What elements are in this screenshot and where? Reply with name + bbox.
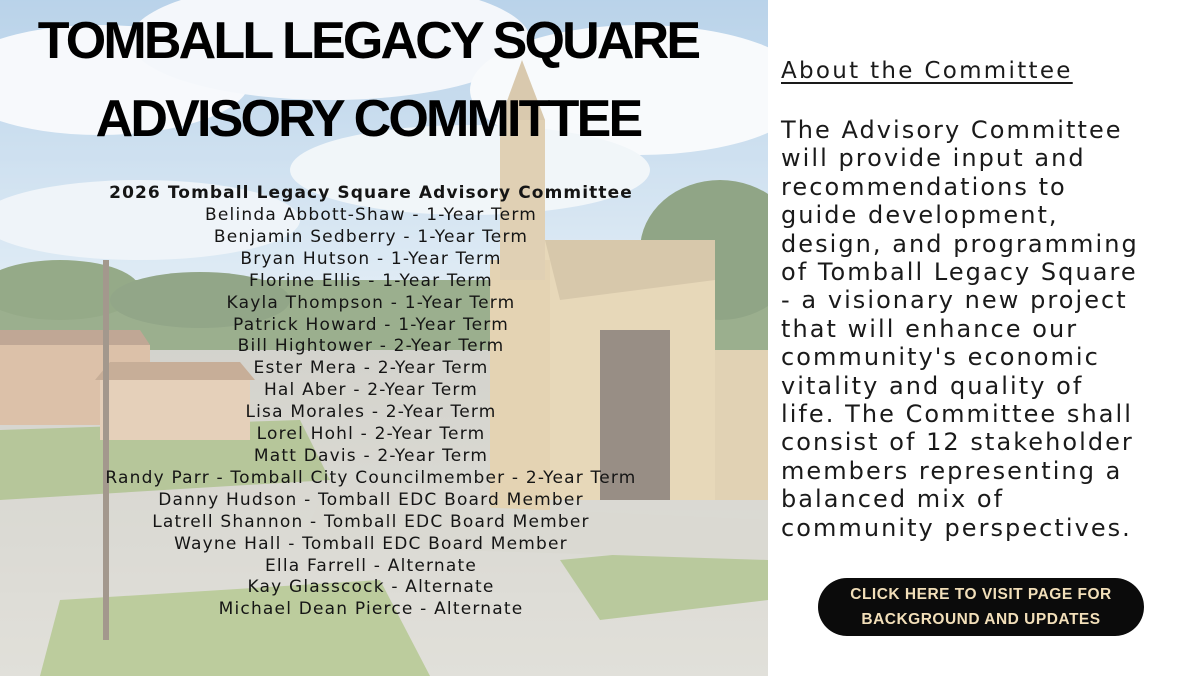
about-line: guide development, xyxy=(781,201,1059,230)
member-item: Florine Ellis - 1-Year Term xyxy=(249,270,493,291)
member-item: Bill Hightower - 2-Year Term xyxy=(237,336,505,357)
member-item: Bryan Hutson - 1-Year Term xyxy=(240,248,502,269)
about-line: design, and programming xyxy=(781,229,1139,258)
about-line: community's economic xyxy=(781,343,1100,372)
about-line: community perspectives. xyxy=(781,513,1132,542)
member-item: Hal Aber - 2-Year Term xyxy=(263,380,479,401)
committee-roster xyxy=(0,181,742,621)
banner-title-line: TOMBALL LEGACY SQUARE xyxy=(37,12,699,70)
member-item: Randy Parr - Tomball City Councilmember - 2-Year Term xyxy=(105,467,637,488)
roster-heading: 2026 Tomball Legacy Square Advisory Committee xyxy=(109,183,633,203)
about-panel xyxy=(768,0,1200,676)
member-item: Kayla Thompson - 1-Year Term xyxy=(226,292,516,313)
member-item: Lorel Hohl - 2-Year Term xyxy=(256,424,486,445)
member-item: Belinda Abbott-Shaw - 1-Year Term xyxy=(205,205,537,225)
about-line: The Advisory Committee xyxy=(781,116,1123,144)
member-item: Latrell Shannon - Tomball EDC Board Member xyxy=(152,511,590,532)
banner-title xyxy=(0,2,736,158)
cta-line: CLICK HERE TO VISIT PAGE FOR xyxy=(850,586,1112,603)
about-line: vitality and quality of xyxy=(781,371,1084,400)
member-item: Wayne Hall - Tomball EDC Board Member xyxy=(174,533,568,554)
member-item: Benjamin Sedberry - 1-Year Term xyxy=(213,226,529,247)
about-line: life. The Committee shall xyxy=(781,400,1133,429)
banner-title-line: ADVISORY COMMITTEE xyxy=(95,90,641,148)
about-line: will provide input and xyxy=(781,144,1086,173)
about-line: consist of 12 stakeholder xyxy=(781,428,1134,457)
member-item: Danny Hudson - Tomball EDC Board Member xyxy=(158,489,584,510)
member-item: Ester Mera - 2-Year Term xyxy=(253,358,489,379)
about-line: - a visionary new project xyxy=(781,286,1128,315)
member-item: Michael Dean Pierce - Alternate xyxy=(218,599,524,620)
about-heading: About the Committee xyxy=(781,58,1073,84)
about-line: that will enhance our xyxy=(781,314,1079,343)
cta-line: BACKGROUND AND UPDATES xyxy=(861,611,1101,628)
about-line: balanced mix of xyxy=(781,485,1005,514)
about-line: of Tomball Legacy Square xyxy=(781,258,1138,287)
member-item: Patrick Howard - 1-Year Term xyxy=(233,314,509,335)
member-item: Ella Farrell - Alternate xyxy=(264,555,478,576)
member-list xyxy=(0,205,742,621)
about-line: members representing a xyxy=(781,456,1123,485)
member-item: Kay Glasscock - Alternate xyxy=(247,577,495,598)
member-item: Lisa Morales - 2-Year Term xyxy=(245,402,497,423)
about-line: recommendations to xyxy=(781,172,1067,201)
about-description xyxy=(781,116,1199,542)
visit-page-button[interactable] xyxy=(818,578,1144,636)
member-item: Matt Davis - 2-Year Term xyxy=(253,445,489,466)
